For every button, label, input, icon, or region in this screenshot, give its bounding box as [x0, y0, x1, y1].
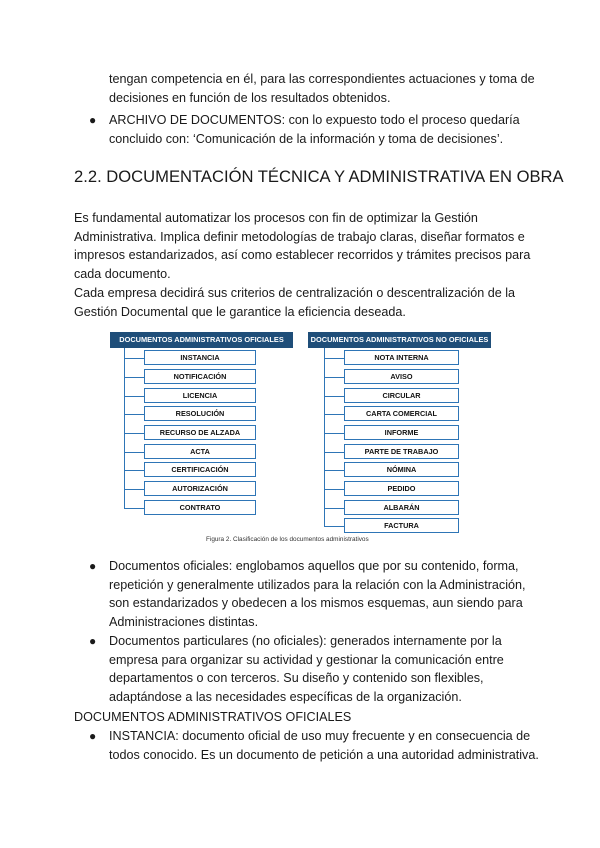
tree-trunk-line: [324, 348, 325, 526]
tree-branch-line: [124, 452, 144, 453]
unofficial-doc-aviso: AVISO: [344, 369, 459, 384]
tree-branch-line: [324, 377, 344, 378]
tree-branch-line: [324, 414, 344, 415]
tree-branch-line: [324, 489, 344, 490]
text-line: concluido con: ‘Comunicación de la información y toma de decisiones’.: [109, 131, 504, 146]
unofficial-doc-nota-interna: NOTA INTERNA: [344, 350, 459, 365]
subheading: DOCUMENTOS ADMINISTRATIVOS OFICIALES: [74, 710, 352, 724]
unofficial-doc-carta-comercial: CARTA COMERCIAL: [344, 406, 459, 421]
bullet-icon: ●: [89, 634, 97, 648]
text-line: decisiones en función de los resultados obtenidos.: [109, 90, 391, 105]
tree-branch-line: [324, 396, 344, 397]
unofficial-doc-circular: CIRCULAR: [344, 388, 459, 403]
tree-branch-line: [324, 470, 344, 471]
tree-branch-line: [324, 452, 344, 453]
tree-branch-line: [124, 433, 144, 434]
tree-branch-line: [124, 470, 144, 471]
official-doc-notificacion: NOTIFICACIÓN: [144, 369, 256, 384]
text-line: adaptándose a las necesidades específicas de la organización.: [109, 690, 462, 705]
bullet-icon: ●: [89, 729, 97, 743]
tree-branch-line: [124, 377, 144, 378]
text-line: Documentos particulares (no oficiales): generados internamente por la: [109, 634, 502, 648]
text-line: Gestión Documental que le garantice la eficiencia deseada.: [74, 304, 406, 319]
text-line: ARCHIVO DE DOCUMENTOS: con lo expuesto todo el proceso quedaría: [109, 113, 520, 127]
continued-bullet-text: [109, 70, 569, 107]
archivo-bullet-item: [89, 111, 529, 148]
text-line: impresos estandarizados, así como establecer recorridos y trámites precisos para: [74, 248, 531, 263]
document-classification-figure: [110, 330, 495, 550]
official-docs-bullet-item: [89, 557, 529, 632]
tree-trunk-line: [124, 348, 125, 508]
tree-branch-line: [124, 489, 144, 490]
unofficial-docs-bullet-item: [89, 632, 529, 707]
bullet-icon: ●: [89, 113, 97, 127]
tree-branch-line: [324, 526, 344, 527]
unofficial-doc-informe: INFORME: [344, 425, 459, 440]
tree-branch-line: [324, 358, 344, 359]
text-line: Es fundamental automatizar los procesos con fin de optimizar la Gestión: [74, 211, 478, 225]
bullet-icon: ●: [89, 559, 97, 573]
unofficial-doc-albaran: ALBARÁN: [344, 500, 459, 515]
text-line: departamentos o con terceros. Su diseño y contenido son flexibles,: [109, 671, 484, 686]
text-line: empresa para organizar su actividad y gestionar la comunicación entre: [109, 652, 504, 667]
official-doc-resolucion: RESOLUCIÓN: [144, 406, 256, 421]
unofficial-doc-parte-de-trabajo: PARTE DE TRABAJO: [344, 444, 459, 459]
official-doc-acta: ACTA: [144, 444, 256, 459]
official-doc-licencia: LICENCIA: [144, 388, 256, 403]
text-line: todos conocido. Es un documento de petición a una autoridad administrativa.: [109, 747, 539, 762]
tree-branch-line: [324, 508, 344, 509]
intro-paragraph: [74, 209, 534, 321]
instancia-bullet-item: [89, 727, 539, 764]
official-doc-instancia: INSTANCIA: [144, 350, 256, 365]
text-line: INSTANCIA: documento oficial de uso muy frecuente y en consecuencia de: [109, 729, 531, 743]
unofficial-doc-pedido: PEDIDO: [344, 481, 459, 496]
text-line: repetición y generalmente utilizados para la relación con la Administración,: [109, 577, 526, 592]
unofficial-docs-header: DOCUMENTOS ADMINISTRATIVOS NO OFICIALES: [308, 332, 491, 348]
official-doc-autorizacion: AUTORIZACIÓN: [144, 481, 256, 496]
text-line: Administraciones distintas.: [109, 615, 259, 630]
text-line: Cada empresa decidirá sus criterios de centralización o descentralización de la: [74, 285, 516, 300]
tree-branch-line: [124, 358, 144, 359]
unofficial-doc-nomina: NÓMINA: [344, 462, 459, 477]
text-line: son estandarizados y obedecen a los mismos esquemas, aun siendo para: [109, 596, 523, 611]
official-doc-contrato: CONTRATO: [144, 500, 256, 515]
text-line: tengan competencia en él, para las correspondientes actuaciones y toma de: [109, 72, 535, 86]
official-doc-recurso-de-alzada: RECURSO DE ALZADA: [144, 425, 256, 440]
figure-caption: Figura 2. Clasificación de los documentos administrativos: [206, 536, 369, 543]
text-line: Administrativa. Implica definir metodologías de trabajo claras, diseñar formatos e: [74, 229, 525, 244]
official-docs-header: DOCUMENTOS ADMINISTRATIVOS OFICIALES: [110, 332, 293, 348]
tree-branch-line: [324, 433, 344, 434]
tree-branch-line: [124, 396, 144, 397]
official-doc-certificacion: CERTIFICACIÓN: [144, 462, 256, 477]
text-line: cada documento.: [74, 267, 171, 282]
text-line: Documentos oficiales: englobamos aquellos que por su contenido, forma,: [109, 559, 519, 573]
unofficial-doc-factura: FACTURA: [344, 518, 459, 533]
section-heading: 2.2. DOCUMENTACIÓN TÉCNICA Y ADMINISTRATIVA EN OBRA: [74, 167, 564, 186]
tree-branch-line: [124, 414, 144, 415]
tree-branch-line: [124, 508, 144, 509]
